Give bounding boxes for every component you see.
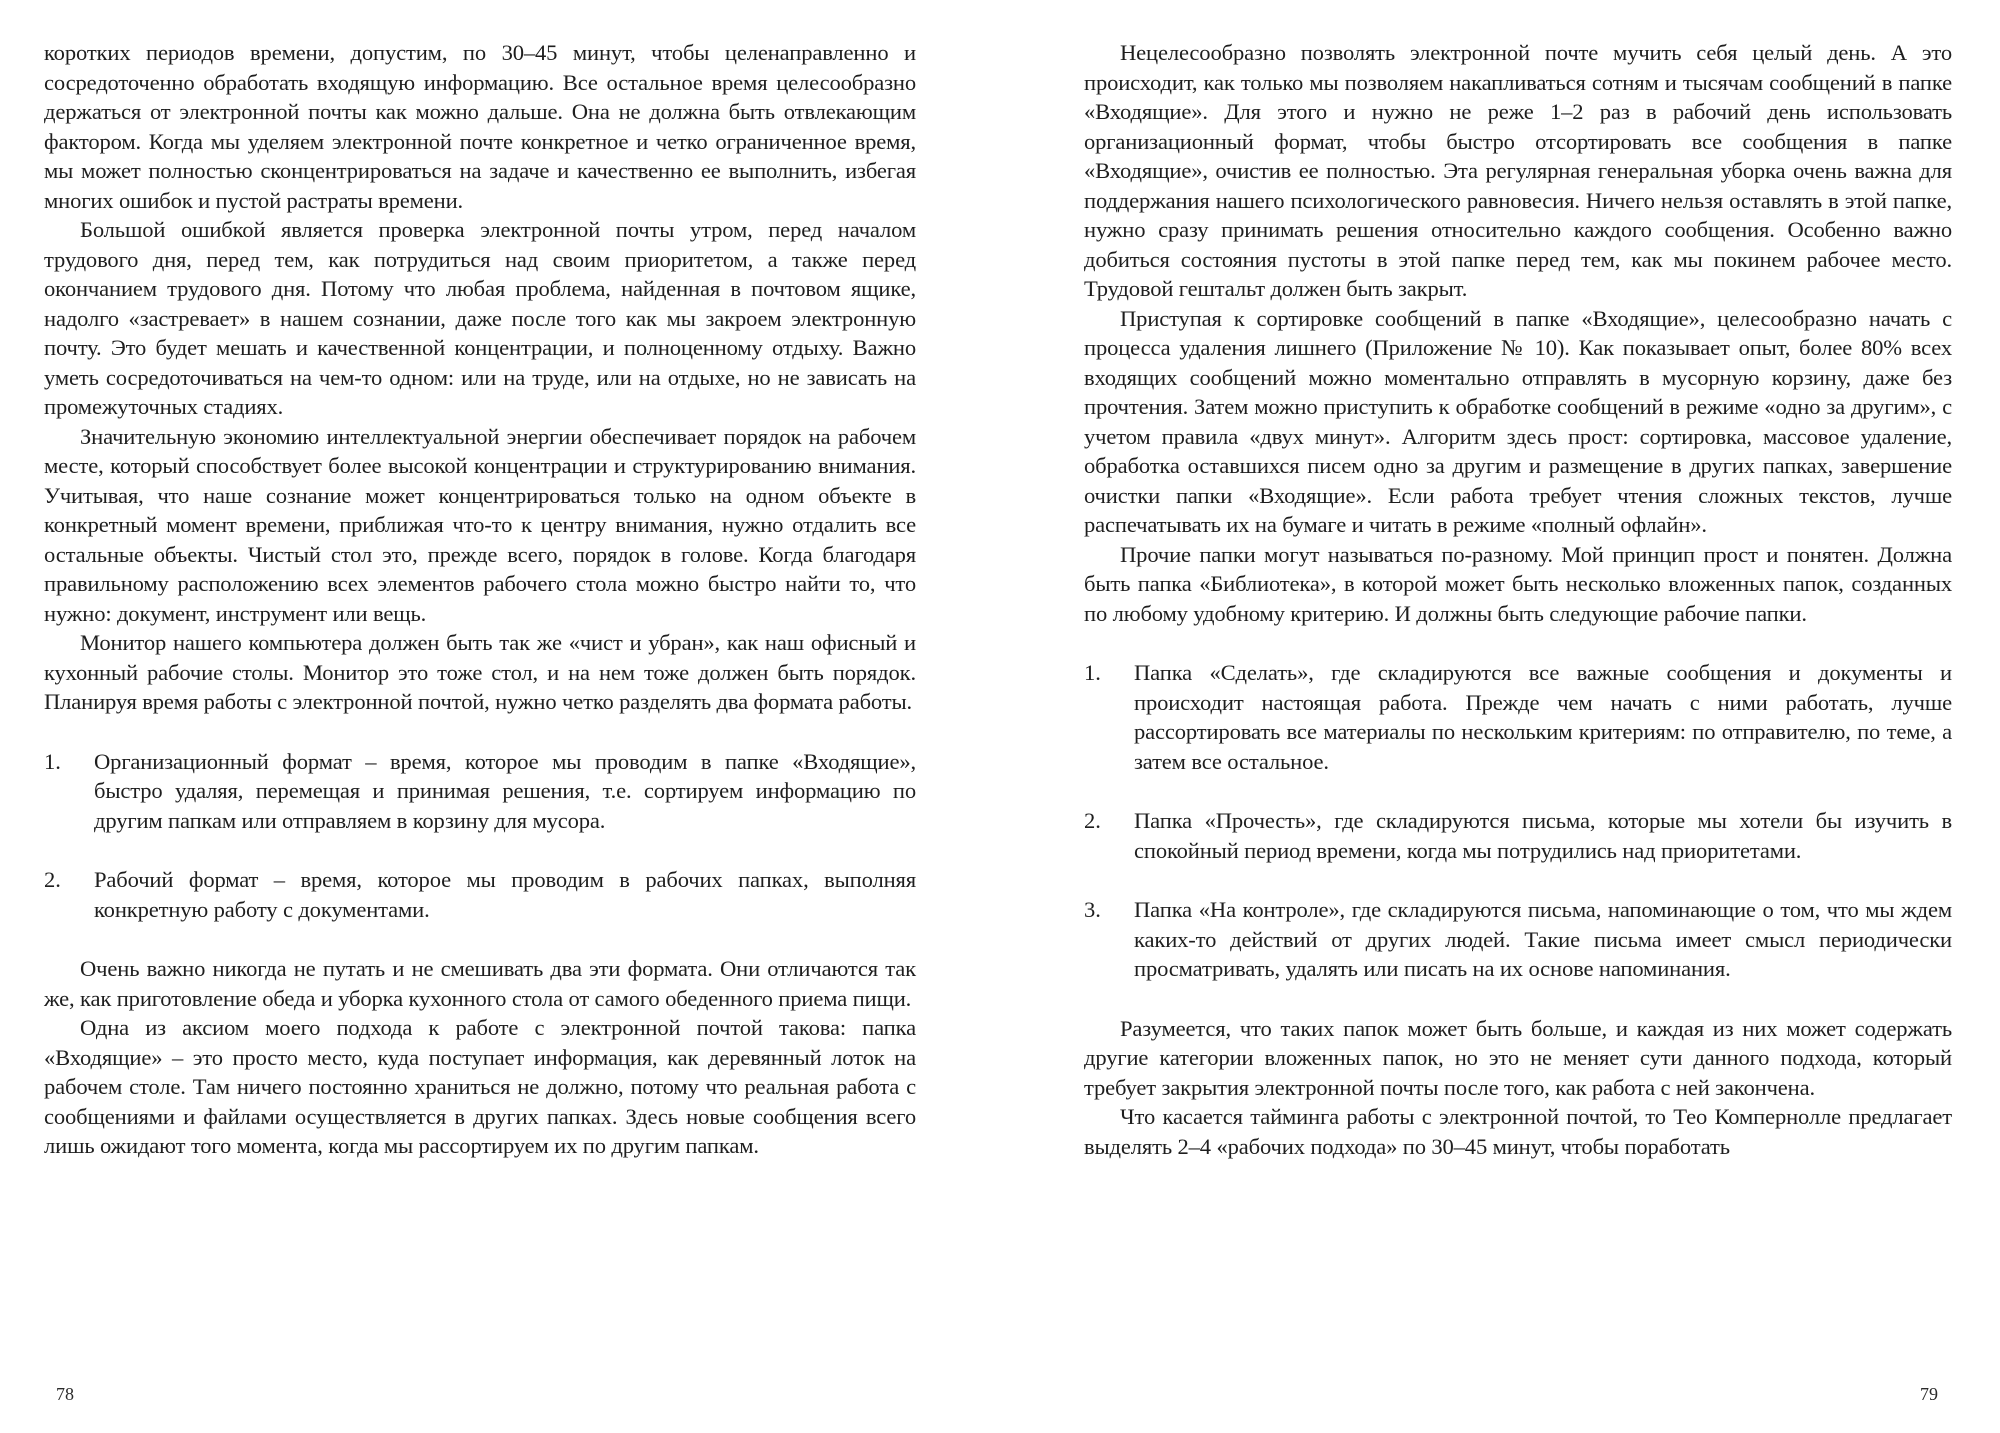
spacer [44,835,916,865]
spacer [1084,628,1952,658]
list-number: 3. [1084,897,1101,922]
right-page [1084,38,1952,1161]
list-item [44,747,916,836]
list-item-text: Организационный формат – время, которое мы проводим в папке «Входящие», быстро удаляя, перемещая и принимая решения, т.е. сортируем информацию по другим папкам или отправляем в корзину для мусора. [94,748,916,833]
spacer [1084,776,1952,806]
spacer [44,924,916,954]
page-number-right: 79 [1920,1384,1938,1404]
list-number: 2. [44,867,61,892]
paragraph: Большой ошибкой является проверка электронной почты утром, перед началом трудового дня, перед тем, как потрудиться над своим приоритетом, а также перед окончанием трудового дня. Потому что любая проблема, найденная в почтовом ящике, надолго «застревает» в нашем сознании, даже после того как мы закроем электронную почту. Это будет мешать и качественной концентрации, и полноценному отдыху. Важно уметь сосредоточиваться на чем-то одном: или на труде, или на отдыхе, но не зависать на промежуточных стадиях. [44,217,916,419]
paragraph: Нецелесообразно позволять электронной почте мучить себя целый день. А это происходит, как только мы позволяем накапливаться сотням и тысячам сообщений в папке «Входящие». Для этого и нужно не реже 1–2 раз в рабочий день использовать организационный формат, чтобы быстро отсортировать все сообщения в папке «Входящие», очистив ее полностью. Эта регулярная генеральная уборка очень важна для поддержания нашего психологического равновесия. Ничего нельзя оставлять в этой папке, нужно сразу принимать решения относительно каждого сообщения. Особенно важно добиться состояния пустоты в этой папке перед тем, как мы покинем рабочее место. Трудовой гештальт должен быть закрыт. [1084,40,1952,301]
paragraph: Одна из аксиом моего подхода к работе с электронной почтой такова: папка «Входящие» – это просто место, куда поступает информация, как деревянный лоток на рабочем столе. Там ничего постоянно храниться не должно, потому что реальная работа с сообщениями и файлами осуществляется в других папках. Здесь новые сообщения всего лишь ожидают того момента, когда мы рассортируем их по другим папкам. [44,1015,916,1158]
list-item [44,865,916,924]
list-item-text: Папка «Прочесть», где складируются письма, которые мы хотели бы изучить в спокойный период времени, когда мы потрудились над приоритетами. [1134,808,1952,863]
list-number: 1. [1084,660,1101,685]
list-number: 2. [1084,808,1101,833]
paragraph: Монитор нашего компьютера должен быть так же «чист и убран», как наш офисный и кухонный рабочие столы. Монитор это тоже стол, и на нем тоже должен быть порядок. Планируя время работы с электронной почтой, нужно четко разделять два формата работы. [44,630,916,714]
paragraph: Что касается тайминга работы с электронной почтой, то Тео Компернолле предлагает выделять 2–4 «рабочих подхода» по 30–45 минут, чтобы поработать [1084,1104,1952,1159]
list-number: 1. [44,748,61,774]
paragraph: Разумеется, что таких папок может быть больше, и каждая из них может содержать другие категории вложенных папок, но это не меняет сути данного подхода, который требует закрытия электронной почты после того, как работа с ней закончена. [1084,1015,1952,1100]
page-number-left: 78 [56,1384,74,1404]
list-item [1084,806,1952,865]
paragraph: Прочие папки могут называться по-разному. Мой принцип прост и понятен. Должна быть папка «Библиотека», в которой может быть несколько вложенных папок, созданных по любому удобному критерию. И должны быть следующие рабочие папки. [1084,541,1952,626]
list-item [1084,895,1952,984]
paragraph: коротких периодов времени, допустим, по 30–45 минут, чтобы целенаправленно и сосредоточенно обработать входящую информацию. Все остальное время целесообразно держаться от электронной почты как можно дальше. Она не должна быть отвлекающим фактором. Когда мы уделяем электронной почте конкретное и четко ограниченное время, мы может полностью сконцентрироваться на задаче и качественно ее выполнить, избегая многих ошибок и пустой растраты времени. [44,40,916,213]
list-item-text: Рабочий формат – время, которое мы проводим в рабочих папках, выполняя конкретную работу с документами. [94,867,916,922]
paragraph: Очень важно никогда не путать и не смешивать два эти формата. Они отличаются так же, как приготовление обеда и уборка кухонного стола от самого обеденного приема пищи. [44,956,916,1011]
paragraph: Значительную экономию интеллектуальной энергии обеспечивает порядок на рабочем месте, который способствует более высокой концентрации и структурированию внимания. Учитывая, что наше сознание может концентрироваться только на одном объекте в конкретный момент времени, приближая что-то к центру внимания, нужно отдалить все остальные объекты. Чистый стол это, прежде всего, порядок в голове. Когда благодаря правильному расположению всех элементов рабочего стола можно быстро найти то, что нужно: документ, инструмент или вещь. [44,423,916,626]
list-item-text: Папка «На контроле», где складируются письма, напоминающие о том, что мы ждем каких-то действий от других людей. Такие письма имеет смысл периодически просматривать, удалять или писать на их основе напоминания. [1134,897,1952,981]
list-item-text: Папка «Сделать», где складируются все важные сообщения и документы и происходит настоящая работа. Прежде чем начать с ними работать, лучше рассортировать все материалы по нескольким критериям: по отправителю, по теме, а затем все остальное. [1134,660,1952,774]
paragraph: Приступая к сортировке сообщений в папке «Входящие», целесообразно начать с процесса удаления лишнего (Приложение № 10). Как показывает опыт, более 80% всех входящих сообщений можно моментально отправлять в мусорную корзину, даже без прочтения. Затем можно приступить к обработке сообщений в режиме «одно за другим», с учетом правила «двух минут». Алгоритм здесь прост: сортировка, массовое удаление, обработка оставшихся писем одно за другим и размещение в других папках, завершение очистки папки «Входящие». Если работа требует чтения сложных текстов, лучше распечатывать их на бумаге и читать в режиме «полный офлайн». [1084,305,1952,537]
spacer [1084,865,1952,895]
left-page [44,38,916,1161]
spacer [44,717,916,747]
spacer [1084,984,1952,1014]
list-item [1084,658,1952,776]
